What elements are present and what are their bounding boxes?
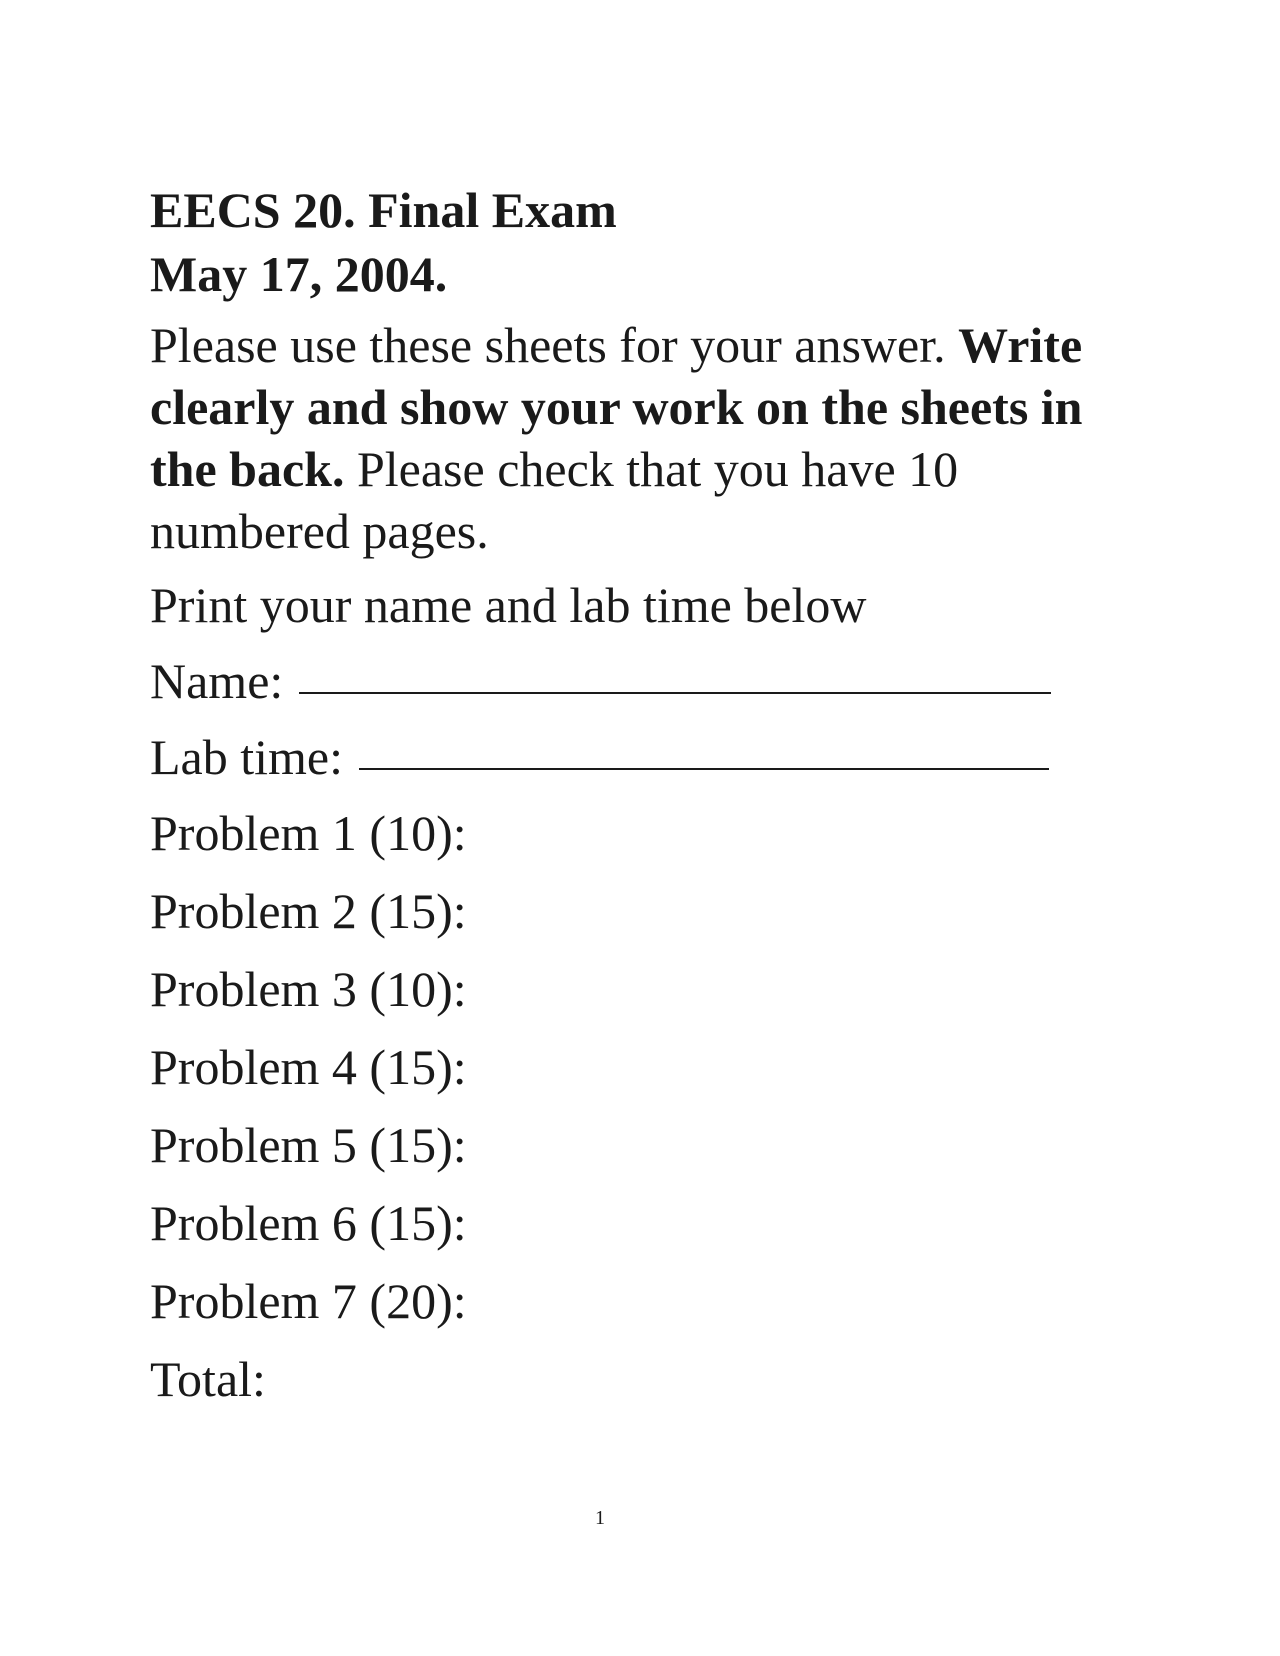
exam-cover-page [150, 178, 1130, 1426]
title-date: May 17, 2004. [150, 246, 448, 302]
lab-time-label: Lab time: [150, 729, 343, 785]
score-item-problem-1: Problem 1 (10): [150, 805, 467, 861]
name-label: Name: [150, 653, 284, 709]
score-list [150, 802, 1130, 1410]
score-item-total: Total: [150, 1351, 266, 1407]
instructions-part3: Please check that you have 10 numbered pages. [150, 441, 959, 559]
instructions-part1: Please use these sheets for your answer. [150, 317, 959, 373]
score-item-problem-5: Problem 5 (15): [150, 1117, 467, 1173]
score-item-problem-7: Problem 7 (20): [150, 1273, 467, 1329]
score-item-problem-4: Problem 4 (15): [150, 1039, 467, 1095]
lab-time-field [150, 726, 1130, 788]
score-item-problem-3: Problem 3 (10): [150, 961, 467, 1017]
exam-title [150, 178, 1130, 306]
name-blank-line[interactable] [299, 691, 1051, 694]
instructions-bold: Write clearly and show your work on the sheets in the back. [150, 317, 1083, 497]
name-field [150, 650, 1130, 712]
instructions-paragraph [150, 314, 1130, 562]
lab-time-blank-line[interactable] [359, 767, 1049, 770]
page-number: 1 [595, 1507, 605, 1529]
score-item-problem-6: Problem 6 (15): [150, 1195, 467, 1251]
score-item-problem-2: Problem 2 (15): [150, 883, 467, 939]
print-prompt: Print your name and lab time below [150, 577, 867, 633]
title-course: EECS 20. Final Exam [150, 182, 617, 238]
